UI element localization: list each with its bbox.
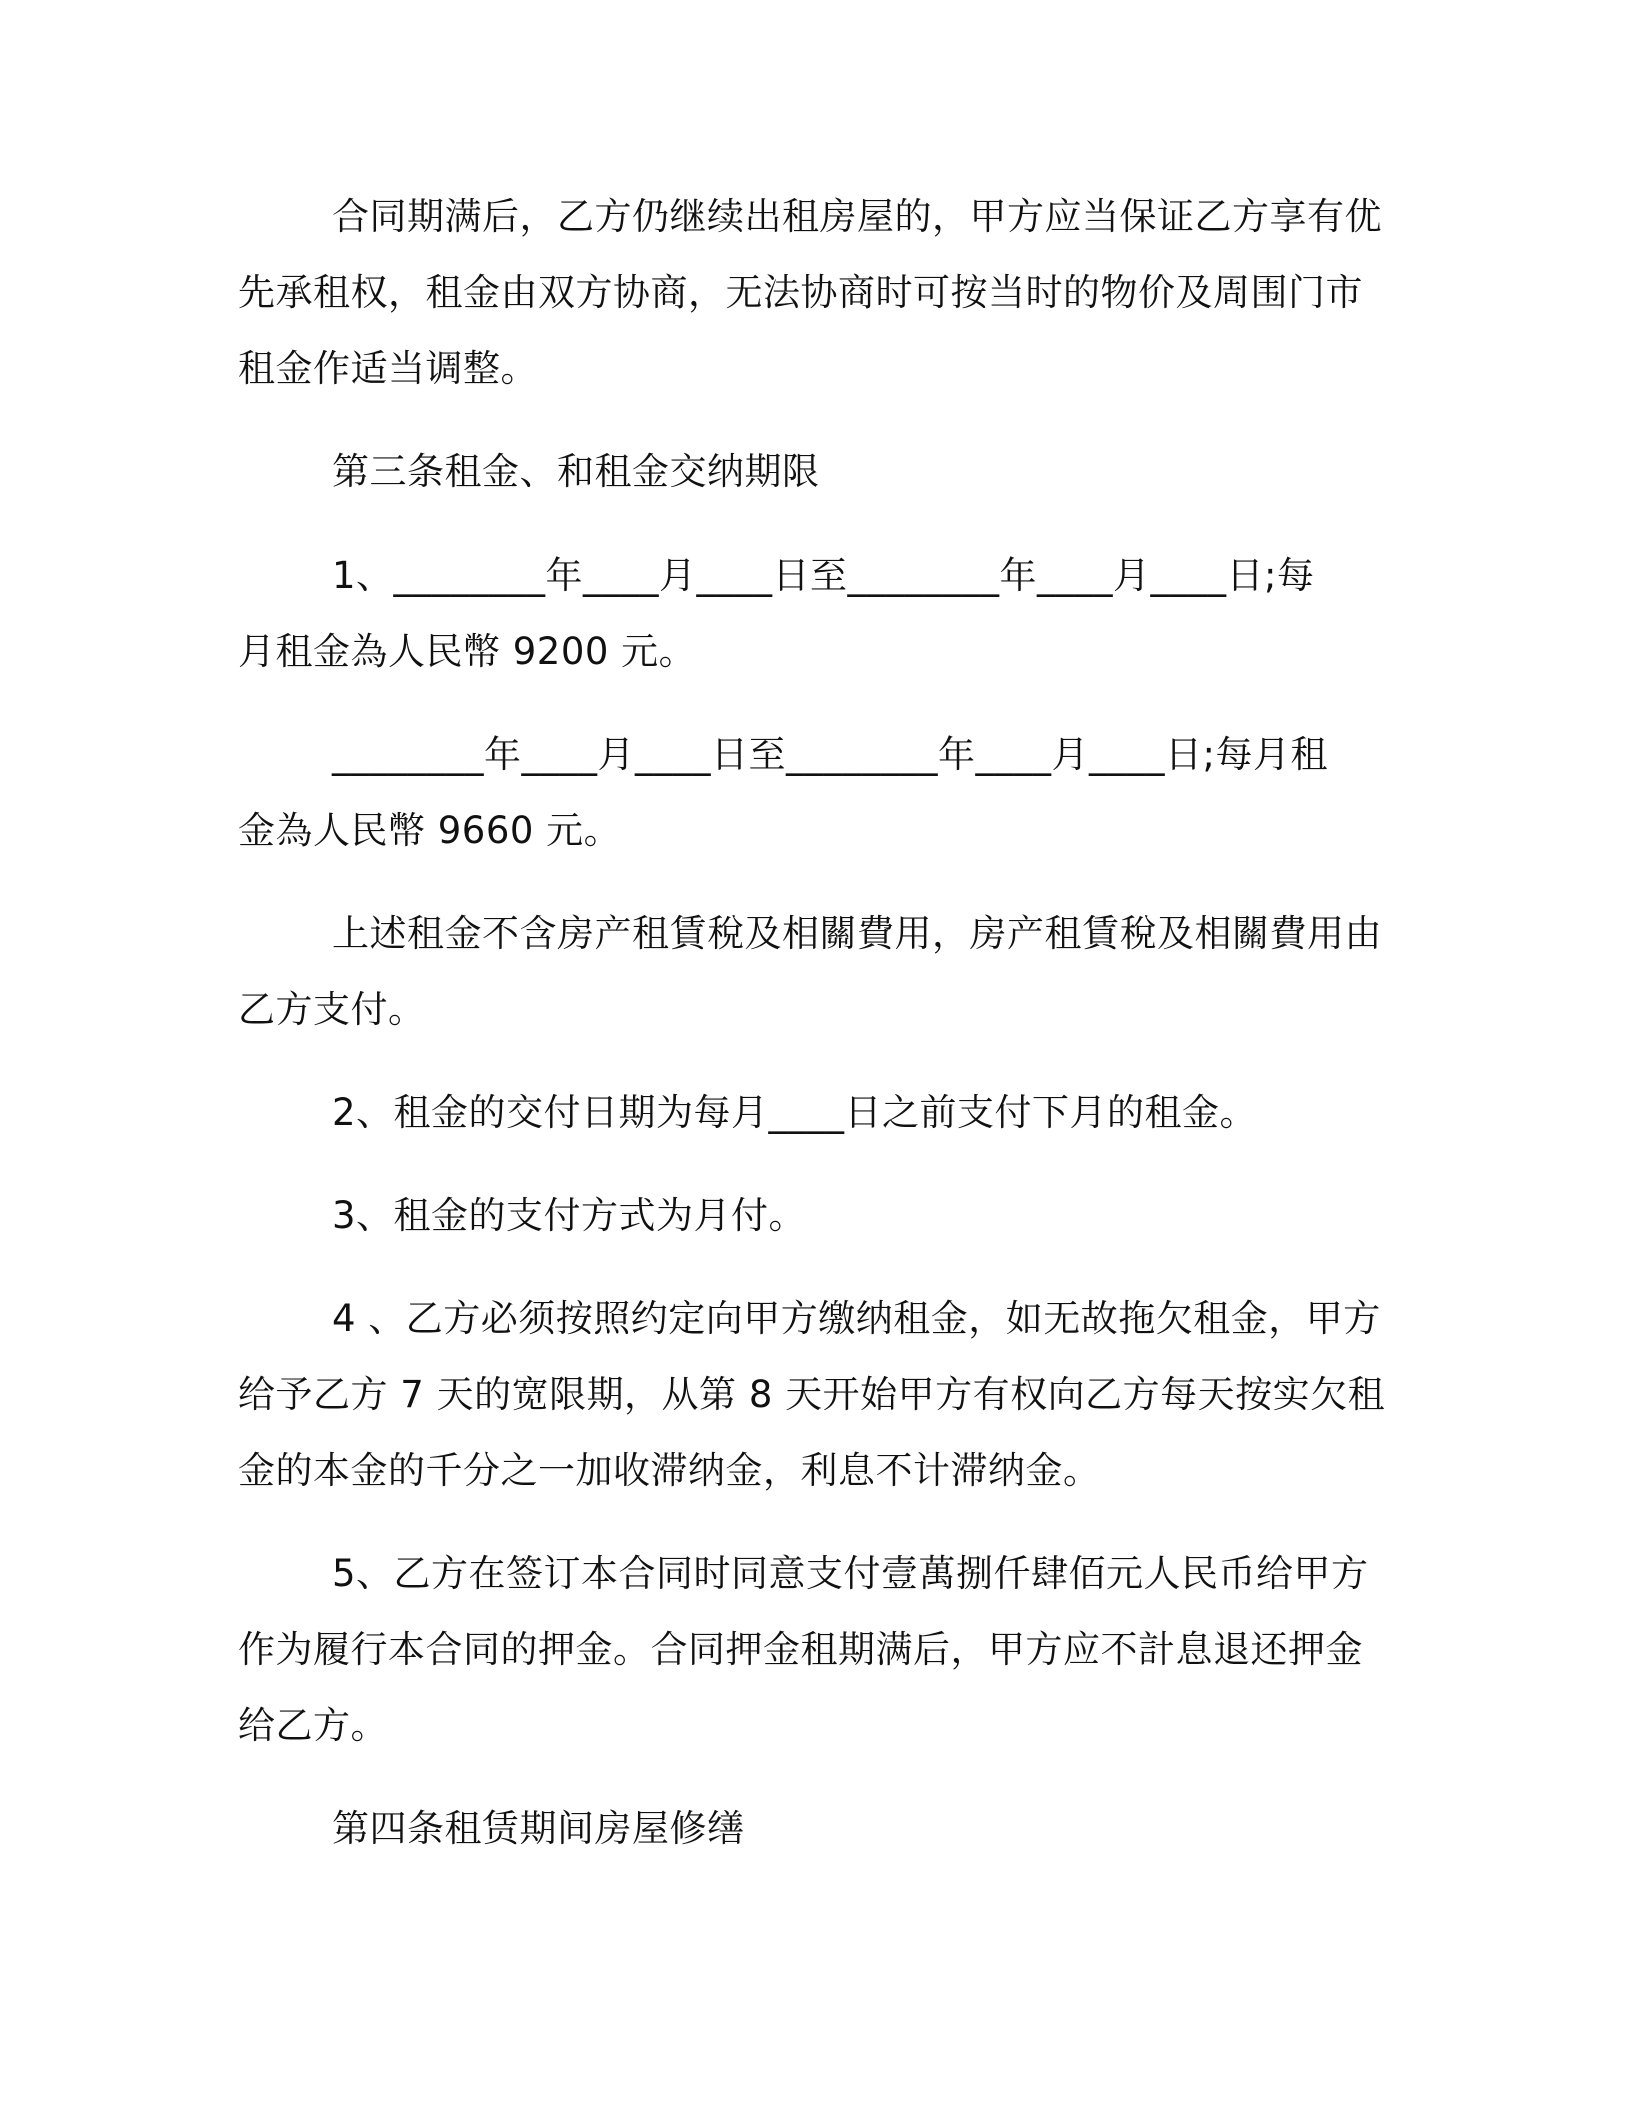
item5-line-2: 作为履行本合同的押金。合同押金租期满后，甲方应不計息退还押金 <box>238 1628 1363 1671</box>
para1-line-3: 租金作适当调整。 <box>238 347 538 390</box>
item1-line-2: 月租金為人民幣 9200 元。 <box>238 630 697 673</box>
item4-line-3: 金的本金的千分之一加收滞纳金，利息不计滞纳金。 <box>238 1449 1101 1492</box>
period2-line-2: 金為人民幣 9660 元。 <box>238 809 622 852</box>
period2-line-1: ________年____月____日至________年____月____日;每月租 <box>332 733 1328 776</box>
item5-line-3: 给乙方。 <box>238 1704 388 1747</box>
para1-line-2: 先承租权，租金由双方协商，无法协商时可按当时的物价及周围门市 <box>238 271 1363 314</box>
para1-line-1: 合同期满后，乙方仍继续出租房屋的，甲方应当保证乙方享有优 <box>332 195 1382 238</box>
article-4-heading: 第四条租赁期间房屋修缮 <box>332 1807 745 1850</box>
tax-note-line-2: 乙方支付。 <box>238 988 426 1031</box>
item4-line-1: 4 、乙方必须按照约定向甲方缴纳租金，如无故拖欠租金，甲方 <box>332 1297 1381 1340</box>
item4-line-2: 给予乙方 7 天的宽限期，从第 8 天开始甲方有权向乙方每天按实欠租 <box>238 1373 1386 1416</box>
item2-line: 2、租金的交付日期为每月____日之前支付下月的租金。 <box>332 1091 1258 1134</box>
article-3-heading: 第三条租金、和租金交纳期限 <box>332 450 820 493</box>
item1-line-1: 1、________年____月____日至________年____月____日;每 <box>332 554 1315 597</box>
tax-note-line-1: 上述租金不含房产租賃稅及相關費用，房产租賃稅及相關費用由 <box>332 912 1382 955</box>
item5-line-1: 5、乙方在签订本合同时同意支付壹萬捌仟肆佰元人民币给甲方 <box>332 1552 1369 1595</box>
item3-line: 3、租金的支付方式为月付。 <box>332 1194 807 1237</box>
